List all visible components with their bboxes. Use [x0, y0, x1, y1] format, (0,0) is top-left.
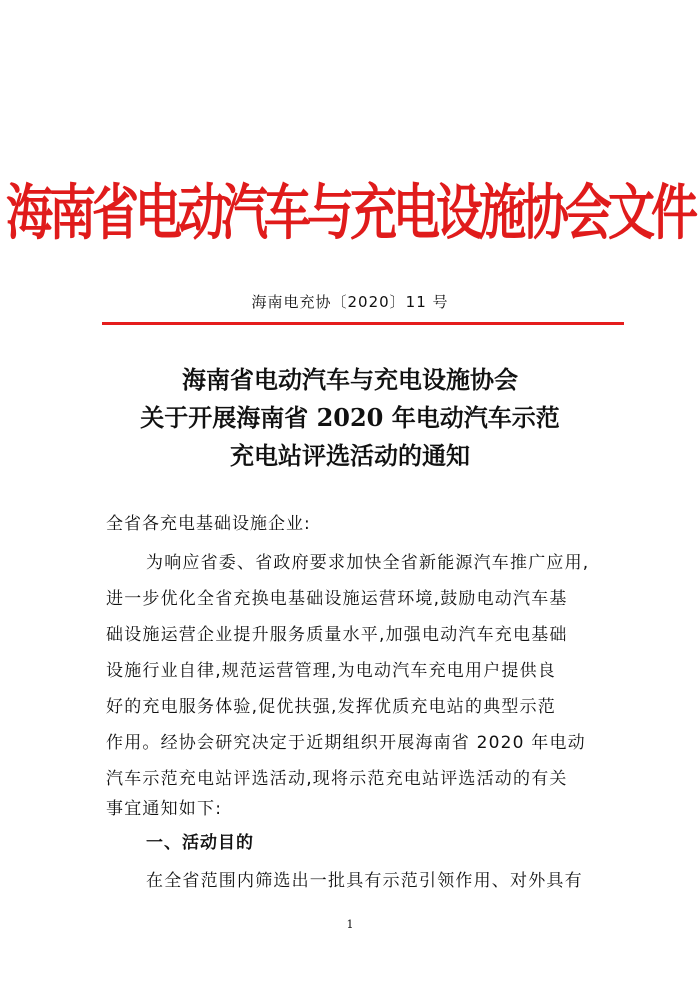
- notice-title-line-3: 充电站评选活动的通知: [230, 441, 470, 470]
- body-line-4: 设施行业自律,规范运营管理,为电动汽车充电用户提供良: [106, 661, 557, 681]
- notice-title: [0, 361, 700, 475]
- salutation: 全省各充电基础设施企业:: [106, 514, 311, 534]
- body-line-2: 进一步优化全省充换电基础设施运营环境,鼓励电动汽车基: [106, 589, 568, 609]
- notice-title-line-2: 关于开展海南省 2020 年电动汽车示范: [140, 403, 560, 432]
- document-header-title: 海南省电动汽车与充电设施协会文件: [6, 178, 694, 249]
- notice-title-line-1: 海南省电动汽车与充电设施协会: [182, 365, 518, 394]
- header-divider: [102, 322, 624, 325]
- section-heading: 一、活动目的: [146, 833, 254, 853]
- body-line-5: 好的充电服务体验,促优扶强,发挥优质充电站的典型示范: [106, 697, 557, 717]
- body-line-1: 为响应省委、省政府要求加快全省新能源汽车推广应用,: [146, 553, 590, 573]
- body-line-6: 作用。经协会研究决定于近期组织开展海南省 2020 年电动: [106, 733, 586, 753]
- body-line-3: 础设施运营企业提升服务质量水平,加强电动汽车充电基础: [106, 625, 568, 645]
- document-number: 海南电充协〔2020〕11 号: [251, 293, 449, 311]
- body-line-8: 事宜通知如下:: [106, 799, 223, 819]
- body-line-7: 汽车示范充电站评选活动,现将示范充电站评选活动的有关: [106, 769, 568, 789]
- section-line: 在全省范围内筛选出一批具有示范引领作用、对外具有: [146, 871, 583, 891]
- page-number: 1: [346, 918, 354, 931]
